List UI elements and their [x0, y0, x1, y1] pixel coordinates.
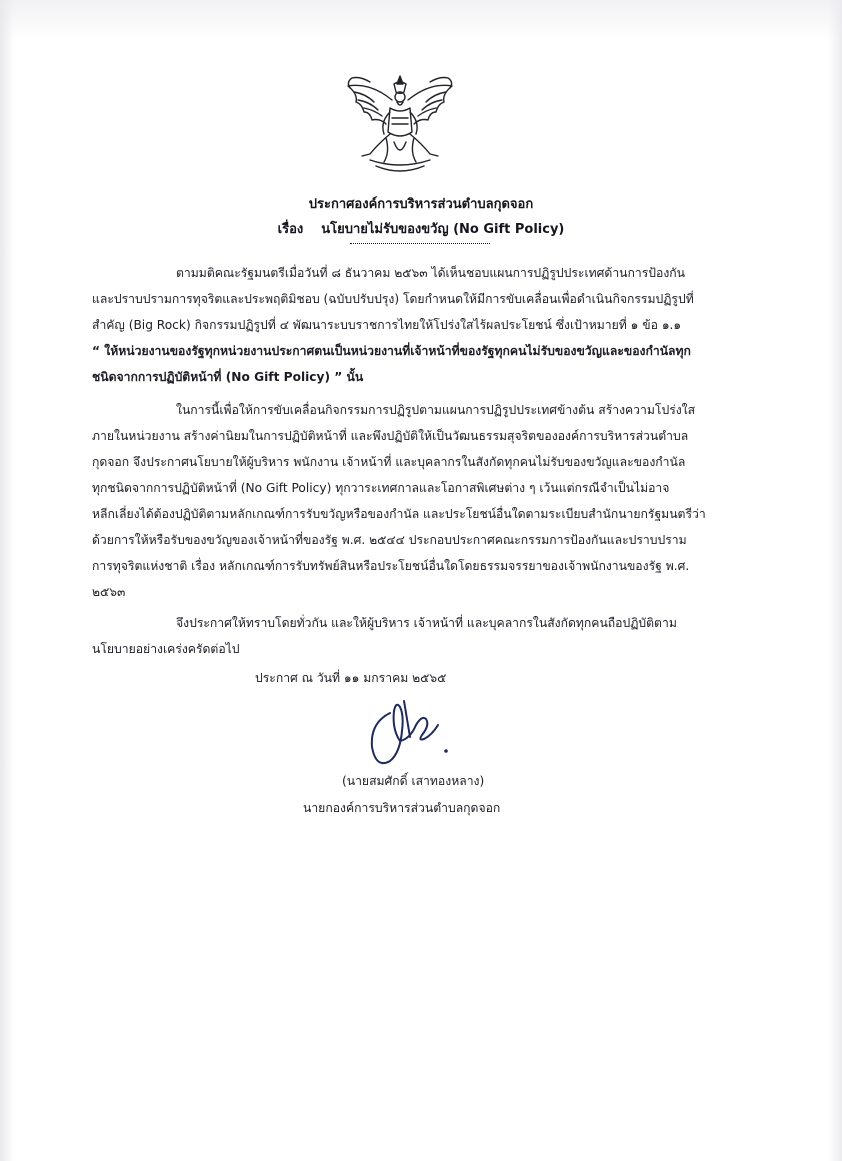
paragraph-line: ทุกชนิดจากการปฏิบัติหน้าที่ (No Gift Policy) ทุกวาระเทศกาลและโอกาสพิเศษต่าง ๆ เว้นแต่กรณีจำเป็นไม่อาจ: [92, 481, 670, 495]
paragraph-line: ด้วยการให้หรือรับของขวัญของเจ้าหน้าที่ของรัฐ พ.ศ. ๒๕๔๔ ประกอบประกาศคณะกรรมการป้องกันและปราบปราม: [92, 533, 687, 547]
subject-label: เรื่อง: [277, 222, 304, 237]
signatory-name: (นายสมศักดิ์ เสาทองหลาง): [342, 774, 485, 788]
paragraph-line-quote: ชนิดจากการปฏิบัติหน้าที่ (No Gift Policy) ” นั้น: [92, 370, 364, 384]
subject-text: นโยบายไม่รับของขวัญ (No Gift Policy): [321, 222, 565, 237]
announcement-subject: [0, 218, 842, 239]
paragraph-line: สำคัญ (Big Rock) กิจกรรมปฏิรูปที่ ๔ พัฒนาระบบราชการไทยให้โปร่งใสไร้ผลประโยชน์ ซึ่งเป้าหมายที่ ๑ ข้อ ๑.๑: [92, 318, 682, 332]
paragraph-line: ในการนี้เพื่อให้การขับเคลื่อนกิจกรรมการปฏิรูปตามแผนการปฏิรูปประเทศข้างต้น สร้างความโปร่งใส: [176, 403, 696, 417]
paragraph-line: หลีกเลี่ยงได้ต้องปฏิบัติตามหลักเกณฑ์การรับขวัญหรือของกำนัล และประโยชน์อื่นใดตามระเบียบสำนักนายกรัฐมนตรีว่า: [92, 507, 706, 521]
announcement-title: ประกาศองค์การบริหารส่วนตำบลกุดจอก: [308, 197, 534, 212]
paragraph-line: ตามมติคณะรัฐมนตรีเมื่อวันที่ ๘ ธันวาคม ๒๕๖๓ ได้เห็นชอบแผนการปฏิรูปประเทศด้านการป้องกัน: [176, 266, 685, 280]
scan-edge-right: [828, 0, 842, 1161]
paragraph-line: และปราบปรามการทุจริตและประพฤติมิชอบ (ฉบับปรับปรุง) โดยกำหนดให้มีการขับเคลื่อนเพื่อดำเนินกิจกรรมปฏิรูปที่: [92, 292, 694, 306]
paragraph-line: กุดจอก จึงประกาศนโยบายให้ผู้บริหาร พนักงาน เจ้าหน้าที่ และบุคลากรในสังกัดทุกคนไม่รับของขวัญและของกำนัล: [92, 455, 686, 469]
paragraph-line: ๒๕๖๓: [92, 585, 126, 599]
paragraph-line: นโยบายอย่างเคร่งครัดต่อไป: [92, 642, 240, 656]
signatory-position: นายกองค์การบริหารส่วนตำบลกุดจอก: [303, 801, 501, 815]
scan-edge-top: [0, 0, 842, 40]
paragraph-line-quote: “ ให้หน่วยงานของรัฐทุกหน่วยงานประกาศตนเป็นหน่วยงานที่เจ้าหน้าที่ของรัฐทุกคนไม่รับของขวัญและของกำนัลทุก: [92, 344, 691, 358]
announcement-date: ประกาศ ณ วันที่ ๑๑ มกราคม ๒๕๖๕: [255, 671, 447, 685]
paragraph-line: ภายในหน่วยงาน สร้างค่านิยมในการปฏิบัติหน้าที่ และพึงปฏิบัติให้เป็นวัฒนธรรมสุจริตขององค์การบริหารส่วนตำบล: [92, 429, 689, 443]
paragraph-line: การทุจริตแห่งชาติ เรื่อง หลักเกณฑ์การรับทรัพย์สินหรือประโยชน์อื่นใดโดยธรรมจรรยาของเจ้าพนักงานของรัฐ พ.ศ.: [92, 559, 690, 573]
scan-edge-left: [0, 0, 14, 1161]
handwritten-signature: [360, 695, 470, 775]
garuda-emblem-icon: [340, 72, 460, 177]
paragraph-line: จึงประกาศให้ทราบโดยทั่วกัน และให้ผู้บริหาร เจ้าหน้าที่ และบุคลากรในสังกัดทุกคนถือปฏิบัติตาม: [176, 616, 677, 630]
title-divider: [350, 243, 490, 244]
